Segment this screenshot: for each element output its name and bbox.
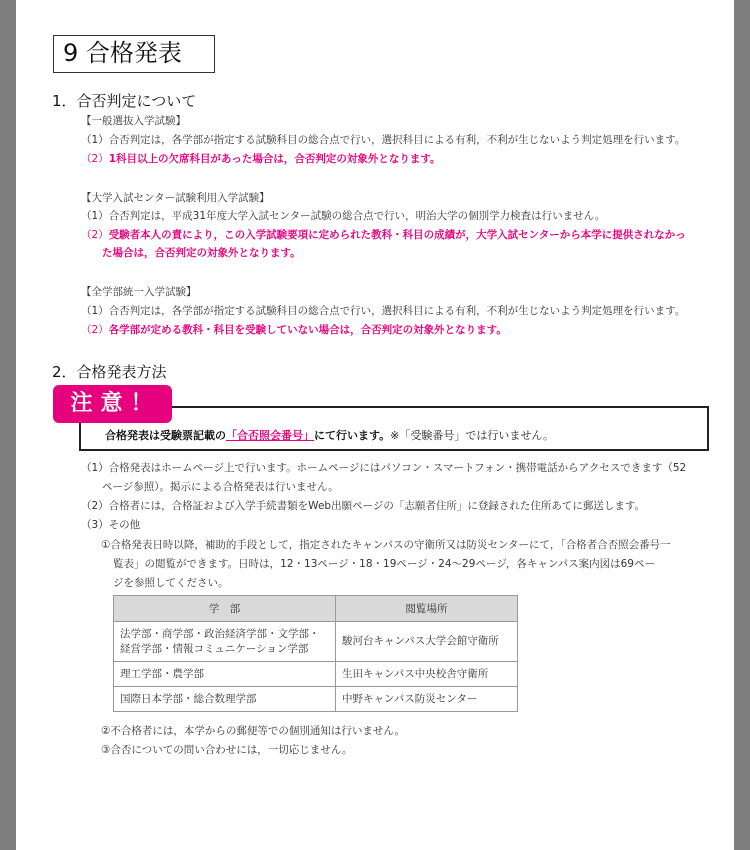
center-item-2-text-line1: 受験者本人の責により，この入学試験要項に定められた教科・科目の成績が，大学入試センターから本学に提供されなかっ <box>108 229 686 241</box>
center-item-1: （1）合否判定は，平成31年度大学入試センター試験の総合点で行い，明治大学の個別学力検査は行いません。 <box>81 210 606 222</box>
announce-item-1-line2: ページ参照）。掲示による合格発表は行いません。 <box>102 481 339 493</box>
table-row <box>114 622 518 662</box>
unified-item-1: （1）合否判定は，各学部が指定する試験科目の総合点で行い，選択科目による有利，不利が生じないよう判定処理を行います。 <box>81 305 686 317</box>
notice-tab: 注意！ <box>53 385 172 423</box>
table-cell-location: 駿河台キャンパス大学会館守衛所 <box>336 622 518 662</box>
unified-item-2-number: （2） <box>81 324 109 336</box>
general-item-2-number: （2） <box>81 153 109 165</box>
section-title: 9 合格発表 <box>53 35 215 73</box>
venue-table <box>113 595 518 712</box>
other-sub-1-line2: 覧表」の閲覧ができます。日時は，12・13ページ・18・19ページ・24～29ページ，各キャンパス案内図は69ペー <box>113 558 655 570</box>
general-item-2 <box>81 152 441 167</box>
announce-item-3: （3）その他 <box>81 519 141 531</box>
notice-box <box>79 406 709 451</box>
notice-post: にて行います。 <box>314 429 391 442</box>
notice-pre: 合格発表は受験票記載の <box>105 429 226 442</box>
heading-announcement: 2．合格発表方法 <box>52 363 167 381</box>
general-item-1: （1）合否判定は，各学部が指定する試験科目の総合点で行い，選択科目による有利，不利が生じないよう判定処理を行います。 <box>81 134 686 146</box>
unified-item-2-text: 各学部が定める教科・科目を受験していない場合は，合否判定の対象外となります。 <box>108 324 507 336</box>
table-cell-department: 国際日本学部・総合数理学部 <box>114 687 336 712</box>
other-sub-3: ③合否についての問い合わせには，一切応じません。 <box>101 744 353 756</box>
heading-judgment: 1．合否判定について <box>52 92 197 110</box>
table-cell-location: 生田キャンパス中央校舎守衛所 <box>336 662 518 687</box>
table-cell-location: 中野キャンパス防災センター <box>336 687 518 712</box>
table-header-department: 学 部 <box>114 596 336 622</box>
other-sub-2: ②不合格者には，本学からの郵便等での個別通知は行いません。 <box>101 725 406 737</box>
center-item-2-text-line2: た場合は，合否判定の対象外となります。 <box>102 247 301 259</box>
document-page <box>16 0 734 850</box>
other-sub-1-line3: ジを参照してください。 <box>113 577 229 589</box>
table-cell-department: 理工学部・農学部 <box>114 662 336 687</box>
announce-item-1-line1: （1）合格発表はホームページ上で行います。ホームページにはパソコン・スマートフォン・携帯電話からアクセスできます（52 <box>81 462 687 474</box>
department-line: 法学部・商学部・政治経済学部・文学部・ <box>120 627 320 640</box>
center-item-2 <box>81 228 686 243</box>
label-general-exam: 【一般選抜入学試験】 <box>81 115 186 127</box>
notice-text <box>105 427 554 443</box>
table-row <box>114 687 518 712</box>
general-item-2-text: 1科目以上の欠席科目があった場合は，合否判定の対象外となります。 <box>108 153 441 165</box>
table-header-location: 閲覧場所 <box>336 596 518 622</box>
notice-link-number: 「合否照会番号」 <box>226 429 314 442</box>
department-line: 経営学部・情報コミュニケーション学部 <box>120 642 309 655</box>
other-sub-1-line1: ①合格発表日時以降，補助的手段として，指定されたキャンパスの守衛所又は防災センターにて，「合格者合否照会番号一 <box>101 539 671 551</box>
center-item-2-number: （2） <box>81 229 109 241</box>
label-center-exam: 【大学入試センター試験利用入学試験】 <box>81 192 270 204</box>
table-header-row <box>114 596 518 622</box>
label-unified-exam: 【全学部統一入学試験】 <box>81 286 197 298</box>
notice-note: ※「受験番号」では行いません。 <box>390 429 555 442</box>
table-cell-department <box>114 622 336 662</box>
table-row <box>114 662 518 687</box>
unified-item-2 <box>81 323 507 338</box>
announce-item-2: （2）合格者には，合格証および入学手続書類をWeb出願ページの「志願者住所」に登録された住所あてに郵送します。 <box>81 500 646 512</box>
